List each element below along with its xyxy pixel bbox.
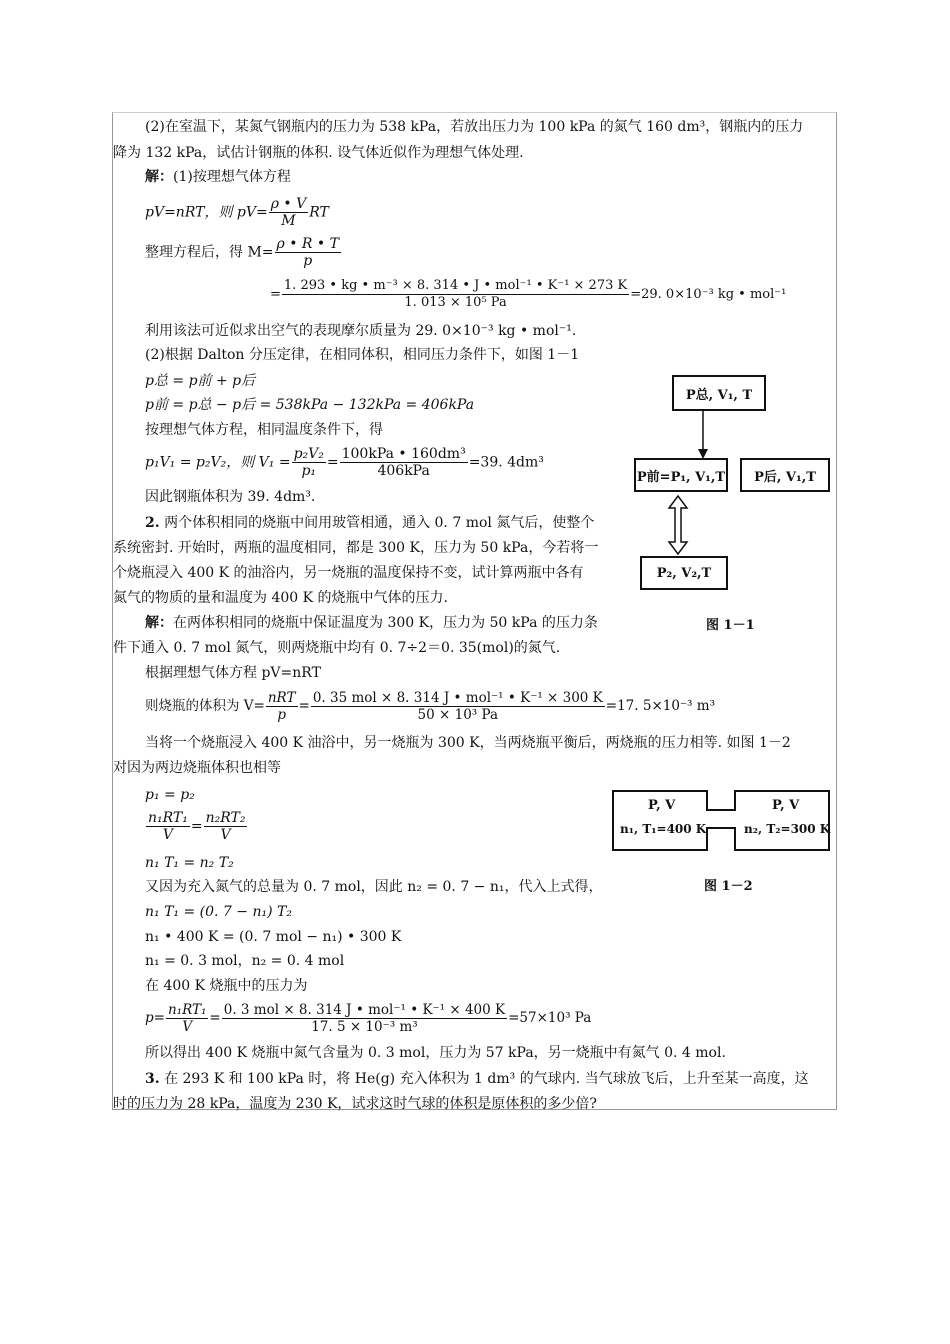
frac-den: p xyxy=(277,707,286,723)
eq-part: RT xyxy=(309,204,329,221)
fig2-left-state: n₁, T₁=400 K xyxy=(620,822,707,836)
eq-part: =29. 0×10⁻³ kg • mol⁻¹ xyxy=(630,287,787,302)
frac-den: V xyxy=(162,827,173,843)
frac-num: 100kPa • 160dm³ xyxy=(341,446,466,462)
frac-num: n₂RT₂ xyxy=(205,810,246,826)
text-line: p总 = p前 + p后 xyxy=(145,373,256,389)
fig2-right-state: n₂, T₂=300 K xyxy=(744,822,831,836)
solution-line xyxy=(145,614,598,632)
equation-5 xyxy=(145,690,715,723)
eq-part: = xyxy=(326,454,339,471)
text-line: 根据理想气体方程 pV=nRT xyxy=(145,665,321,681)
eq-part: 则烧瓶的体积为 V= xyxy=(145,698,265,714)
equation-4 xyxy=(145,446,544,479)
fig2-left-pv: P, V xyxy=(648,798,676,813)
fig1-box-final: P₂, V₂,T xyxy=(640,556,728,590)
eq-part: p₁V₁ = p₂V₂，则 V₁ = xyxy=(145,454,291,471)
eq-part: = xyxy=(190,818,203,835)
problem-text: 两个体积相同的烧瓶中间用玻管相通，通入 0. 7 mol 氮气后，使整个 xyxy=(164,515,595,531)
frac-num: 0. 3 mol × 8. 314 J • mol⁻¹ • K⁻¹ × 400 K xyxy=(223,1002,506,1018)
fig1-box-front: P前=P₁, V₁,T xyxy=(634,458,728,492)
frac-den: 1. 013 × 10⁵ Pa xyxy=(404,295,507,310)
fig2-caption: 图 1－2 xyxy=(704,879,753,894)
eq-part: p= xyxy=(145,1010,165,1026)
text-line: (2)根据 Dalton 分压定律，在相同体积，相同压力条件下，如图 1－1 xyxy=(145,347,580,363)
eq-part: 整理方程后，得 M= xyxy=(145,244,274,261)
frac-den: V xyxy=(182,1019,193,1035)
fig1-box-total: P总, V₁, T xyxy=(672,375,766,411)
frac-den: 406kPa xyxy=(377,463,430,479)
frac-den: p xyxy=(303,253,313,269)
text-line: 按理想气体方程，相同温度条件下，得 xyxy=(145,422,383,438)
text-line: p前 = p总 − p后 = 538kPa − 132kPa = 406kPa xyxy=(145,397,475,413)
text-line: 当将一个烧瓶浸入 400 K 油浴中，另一烧瓶为 300 K，当两烧瓶平衡后，两烧瓶的压力相等. 如图 1－2 xyxy=(145,735,791,751)
frac-den: 50 × 10³ Pa xyxy=(417,707,499,723)
eq-part: pV=nRT，则 pV= xyxy=(145,204,268,221)
question-number: 3. xyxy=(145,1071,160,1087)
question-number: 2. xyxy=(145,515,160,531)
equation-3 xyxy=(270,278,786,311)
frac-num: ρ • V xyxy=(270,196,307,212)
eq-part: =17. 5×10⁻³ m³ xyxy=(605,698,715,714)
text-line: 所以得出 400 K 烧瓶中氮气含量为 0. 3 mol，压力为 57 kPa，另一烧瓶中有氮气 0. 4 mol. xyxy=(145,1045,726,1061)
problem-text: 在 293 K 和 100 kPa 时，将 He(g) 充入体积为 1 dm³ 的气球内. 当气球放飞后，上升至某一高度，这 xyxy=(164,1071,809,1087)
fig2-right-pv: P, V xyxy=(772,798,800,813)
fig1-box-back: P后, V₁,T xyxy=(740,458,830,492)
fig1-caption: 图 1－1 xyxy=(706,618,755,633)
problem-line xyxy=(145,1070,809,1088)
frac-den: V xyxy=(220,827,231,843)
text-line: n₁ = 0. 3 mol，n₂ = 0. 4 mol xyxy=(145,953,345,969)
frac-num: nRT xyxy=(267,690,296,706)
text-line: n₁ T₁ = n₂ T₂ xyxy=(145,855,234,871)
text-line: 又因为充入氮气的总量为 0. 7 mol，因此 n₂ = 0. 7 − n₁，代入上式得， xyxy=(145,879,603,895)
solution-text: 在两体积相同的烧瓶中保证温度为 300 K，压力为 50 kPa 的压力条 xyxy=(173,615,598,631)
frac-den: 17. 5 × 10⁻³ m³ xyxy=(311,1019,418,1035)
text-line: n₁ • 400 K = (0. 7 mol − n₁) • 300 K xyxy=(145,929,402,945)
eq-part: = xyxy=(270,287,281,302)
solution-heading xyxy=(145,168,291,186)
eq-part: = xyxy=(209,1010,221,1026)
problem-line: (2)在室温下，某氮气钢瓶内的压力为 538 kPa，若放出压力为 100 kPa 的氮气 160 dm³，钢瓶内的压力 xyxy=(145,119,804,135)
frac-den: M xyxy=(281,213,296,229)
equation-2 xyxy=(145,236,342,269)
equation-6 xyxy=(145,810,248,843)
fig1-down-arrow xyxy=(690,411,720,461)
equation-7 xyxy=(145,1002,591,1035)
problem-line xyxy=(145,514,594,532)
solution-label: 解： xyxy=(145,615,173,631)
frac-num: p₂V₂ xyxy=(293,446,324,462)
frac-num: 0. 35 mol × 8. 314 J • mol⁻¹ • K⁻¹ × 300 K xyxy=(312,690,603,706)
text-line: 在 400 K 烧瓶中的压力为 xyxy=(145,978,308,994)
solution-line: 件下通入 0. 7 mol 氮气，则两烧瓶中均有 0. 7÷2＝0. 35(mol)的氮气. xyxy=(113,640,561,656)
text-line: 利用该法可近似求出空气的表现摩尔质量为 29. 0×10⁻³ kg • mol⁻¹. xyxy=(145,323,577,339)
frac-num: 1. 293 • kg • m⁻³ × 8. 314 • J • mol⁻¹ • K⁻¹ × 273 K xyxy=(283,278,628,293)
fig1-double-arrow xyxy=(665,494,691,556)
text-line: p₁ = p₂ xyxy=(145,787,195,803)
frac-num: n₁RT₁ xyxy=(167,1002,207,1018)
problem-line: 个烧瓶浸入 400 K 的油浴内，另一烧瓶的温度保持不变，试计算两瓶中各有 xyxy=(113,565,584,581)
text-line: 对因为两边烧瓶体积也相等 xyxy=(113,760,281,776)
problem-line: 时的压力为 28 kPa，温度为 230 K，试求这时气球的体积是原体积的多少倍? xyxy=(113,1096,597,1112)
frac-den: p₁ xyxy=(301,463,317,479)
eq-part: = xyxy=(298,698,310,714)
frac-num: n₁RT₁ xyxy=(148,810,188,826)
problem-line: 氮气的物质的量和温度为 400 K 的烧瓶中气体的压力. xyxy=(113,590,448,606)
text-line: 因此钢瓶体积为 39. 4dm³. xyxy=(145,489,316,505)
eq-part: =57×10³ Pa xyxy=(508,1010,592,1026)
frac-num: ρ • R • T xyxy=(276,236,339,252)
equation-1 xyxy=(145,196,329,229)
solution-label: 解： xyxy=(145,169,173,185)
text-line: n₁ T₁ = (0. 7 − n₁) T₂ xyxy=(145,904,292,920)
problem-line: 降为 132 kPa，试估计钢瓶的体积. 设气体近似作为理想气体处理. xyxy=(113,145,524,161)
eq-part: =39. 4dm³ xyxy=(468,454,544,471)
solution-text: (1)按理想气体方程 xyxy=(173,169,291,185)
problem-line: 系统密封. 开始时，两瓶的温度相同，都是 300 K，压力为 50 kPa，今若将一 xyxy=(113,540,599,556)
